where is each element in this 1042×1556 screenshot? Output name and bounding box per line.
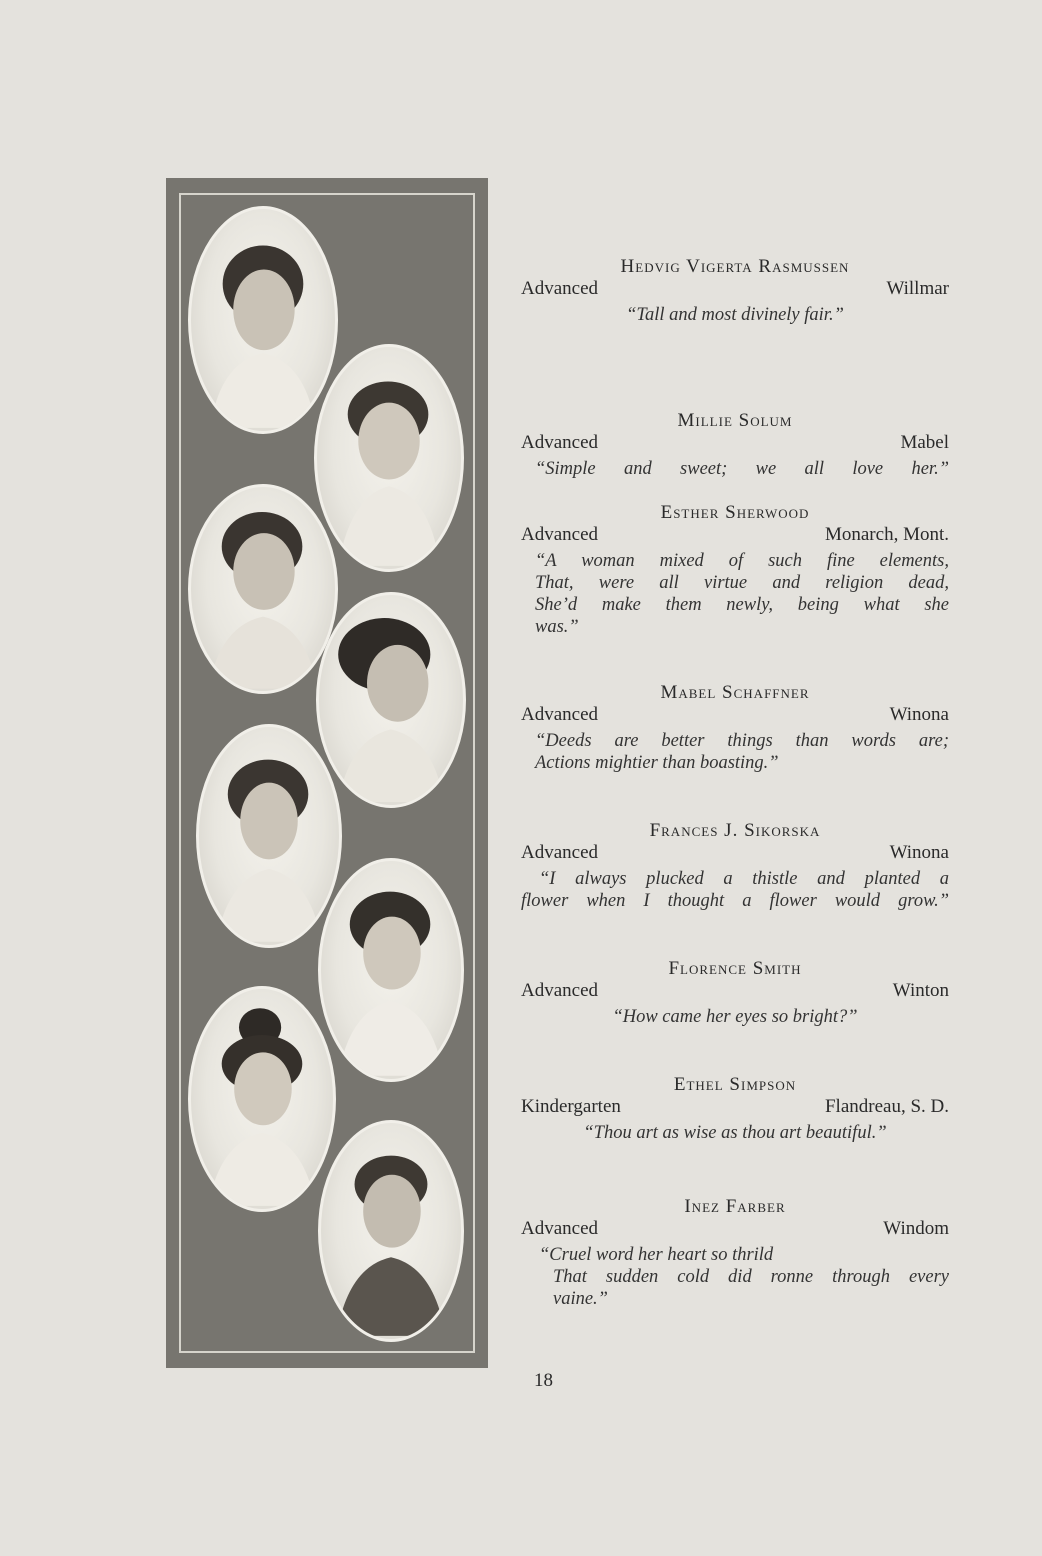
quote-line: “Deeds are better things than words are; bbox=[535, 731, 949, 751]
course: Advanced bbox=[521, 980, 599, 1001]
quote bbox=[521, 304, 949, 326]
hometown: Monarch, Mont. bbox=[824, 524, 949, 545]
student-name: Frances J. Sikorska bbox=[649, 820, 821, 841]
quote-line: “Simple and sweet; we all love her.” bbox=[535, 459, 949, 479]
portrait-photo-3 bbox=[188, 484, 338, 694]
student-name: Inez Farber bbox=[684, 1196, 786, 1217]
student-name: Florence Smith bbox=[668, 958, 802, 979]
hometown: Winton bbox=[892, 980, 949, 1001]
quote bbox=[521, 550, 949, 638]
course: Advanced bbox=[521, 704, 599, 725]
quote-line: “Cruel word her heart so thrild bbox=[539, 1245, 774, 1265]
quote bbox=[521, 1244, 949, 1310]
student-name: Millie Solum bbox=[677, 410, 793, 431]
quote-line: was.” bbox=[535, 617, 579, 637]
hometown: Winona bbox=[889, 704, 949, 725]
entry-ethel-simpson bbox=[521, 1074, 949, 1144]
hometown: Mabel bbox=[900, 432, 949, 453]
quote-line: “A woman mixed of such fine elements, bbox=[535, 551, 949, 571]
portrait-photo-6 bbox=[318, 858, 464, 1082]
quote bbox=[521, 458, 949, 480]
quote-line: She’d make them newly, being what she bbox=[535, 595, 949, 615]
entry-hedvig-rasmussen bbox=[521, 256, 949, 326]
portrait-photo-2 bbox=[314, 344, 464, 572]
hometown: Winona bbox=[889, 842, 949, 863]
student-name: Mabel Schaffner bbox=[660, 682, 810, 703]
course: Advanced bbox=[521, 432, 599, 453]
quote-line: “Thou art as wise as thou art beautiful.” bbox=[583, 1123, 887, 1143]
quote-line: “Tall and most divinely fair.” bbox=[626, 305, 844, 325]
quote-line: “How came her eyes so bright?” bbox=[612, 1007, 858, 1027]
course: Kindergarten bbox=[521, 1096, 621, 1117]
quote-line: flower when I thought a flower would grow.” bbox=[521, 891, 949, 911]
entry-frances-sikorska bbox=[521, 820, 949, 912]
quote-line: That, were all virtue and religion dead, bbox=[535, 573, 949, 593]
student-name: Esther Sherwood bbox=[660, 502, 810, 523]
quote-line: “I always plucked a thistle and planted a bbox=[539, 869, 949, 889]
portrait-photo-1 bbox=[188, 206, 338, 434]
quote-line: vaine.” bbox=[553, 1289, 608, 1309]
quote bbox=[521, 730, 949, 774]
entry-esther-sherwood bbox=[521, 502, 949, 638]
course: Advanced bbox=[521, 278, 599, 299]
course: Advanced bbox=[521, 524, 599, 545]
quote bbox=[521, 1006, 949, 1028]
entry-millie-solum bbox=[521, 410, 949, 480]
entry-florence-smith bbox=[521, 958, 949, 1028]
quote-line: Actions mightier than boasting.” bbox=[535, 753, 779, 773]
student-name: Ethel Simpson bbox=[673, 1074, 797, 1095]
quote-line: That sudden cold did ronne through every bbox=[553, 1267, 949, 1287]
hometown: Windom bbox=[883, 1218, 949, 1239]
course: Advanced bbox=[521, 842, 599, 863]
portrait-photo-8 bbox=[318, 1120, 464, 1342]
hometown: Flandreau, S. D. bbox=[824, 1096, 949, 1117]
page-number: 18 bbox=[534, 1370, 553, 1391]
portrait-panel bbox=[166, 178, 488, 1368]
student-name: Hedvig Vigerta Rasmussen bbox=[620, 256, 850, 277]
quote bbox=[521, 1122, 949, 1144]
portrait-photo-7 bbox=[188, 986, 336, 1212]
quote bbox=[521, 868, 949, 912]
entry-inez-farber bbox=[521, 1196, 949, 1310]
entry-mabel-schaffner bbox=[521, 682, 949, 774]
course: Advanced bbox=[521, 1218, 599, 1239]
hometown: Willmar bbox=[886, 278, 949, 299]
